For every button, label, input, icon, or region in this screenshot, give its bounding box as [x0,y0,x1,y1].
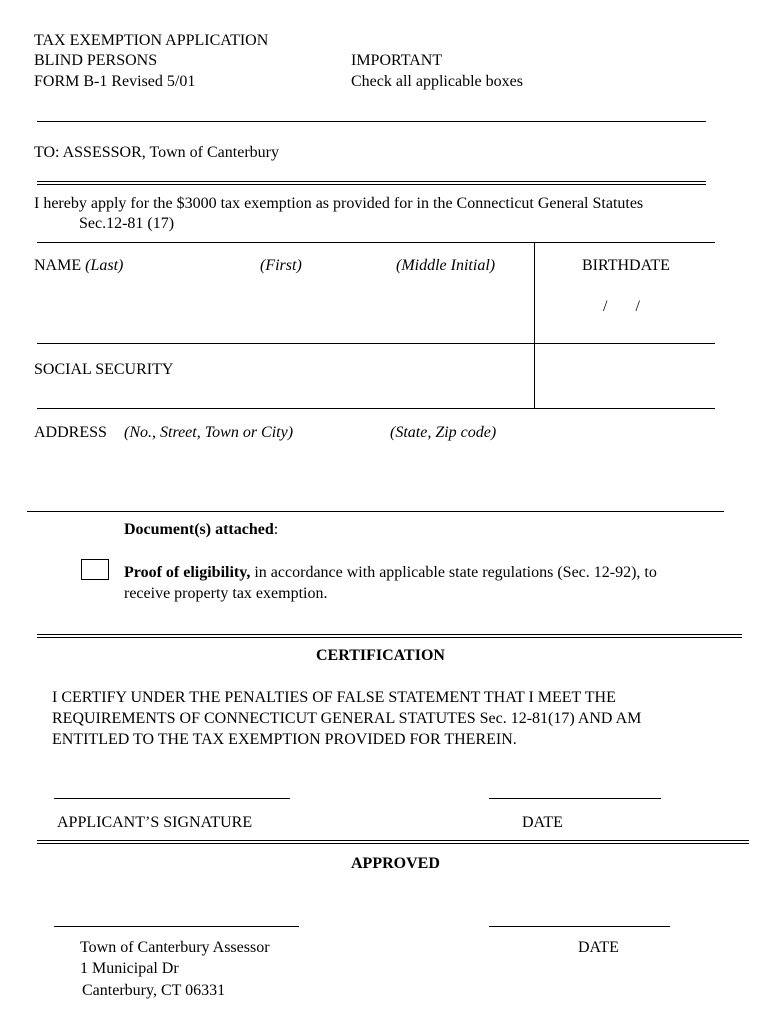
birthdate-field[interactable]: / / [603,298,640,315]
form-number: FORM B-1 Revised 5/01 [34,73,196,90]
divider [37,242,715,243]
documents-heading: Document(s) attached: [124,521,279,538]
certification-heading: CERTIFICATION [316,647,445,664]
double-divider [37,840,749,844]
form-title: TAX EXEMPTION APPLICATION [34,32,269,49]
approved-date-line[interactable] [489,926,670,927]
address-hint[interactable]: (No., Street, Town or City) [124,424,294,441]
important-label: IMPORTANT [351,52,443,69]
name-field[interactable] [34,256,123,276]
assessor-street: 1 Municipal Dr [80,960,179,977]
certification-line-3: ENTITLED TO THE TAX EXEMPTION PROVIDED FOR THEREIN. [52,731,517,748]
divider [37,121,706,122]
signature-line[interactable] [54,798,290,799]
name-label: NAME [34,257,82,274]
assessor-signature-line[interactable] [54,926,299,927]
double-divider [37,181,706,185]
instruction-text: Check all applicable boxes [351,73,523,90]
name-last-hint: (Last) [85,257,124,274]
ssn-field[interactable]: SOCIAL SECURITY [34,361,174,378]
date-label: DATE [522,814,563,831]
certification-line-1: I CERTIFY UNDER THE PENALTIES OF FALSE STATEMENT THAT I MEET THE [52,689,616,706]
approved-date-label: DATE [578,939,619,956]
date-line[interactable] [489,798,661,799]
form-subtitle: BLIND PERSONS [34,52,158,69]
application-line-1: I hereby apply for the $3000 tax exemption as provided for in the Connecticut General Statutes [34,195,644,212]
divider [37,343,715,344]
column-divider [534,242,535,408]
signature-label: APPLICANT’S SIGNATURE [57,814,253,831]
double-divider [37,634,742,638]
certification-line-2: REQUIREMENTS OF CONNECTICUT GENERAL STATUTES Sec. 12-81(17) AND AM [52,710,642,727]
name-middle-hint: (Middle Initial) [396,257,496,274]
state-zip-hint[interactable]: (State, Zip code) [390,424,497,441]
divider [37,408,715,409]
proof-eligibility-checkbox[interactable] [81,559,109,580]
application-line-2: Sec.12-81 (17) [79,215,175,232]
address-label: ADDRESS [34,424,107,441]
proof-eligibility-text-2: receive property tax exemption. [124,585,328,602]
to-line: TO: ASSESSOR, Town of Canterbury [34,144,279,161]
name-first-hint: (First) [260,257,302,274]
proof-eligibility-text: Proof of eligibility, in accordance with applicable state regulations (Sec. 12-92), to [124,564,657,581]
assessor-name: Town of Canterbury Assessor [80,939,270,956]
birthdate-label: BIRTHDATE [582,257,670,274]
approved-heading: APPROVED [351,855,440,872]
divider [27,511,724,512]
assessor-city: Canterbury, CT 06331 [82,982,226,999]
